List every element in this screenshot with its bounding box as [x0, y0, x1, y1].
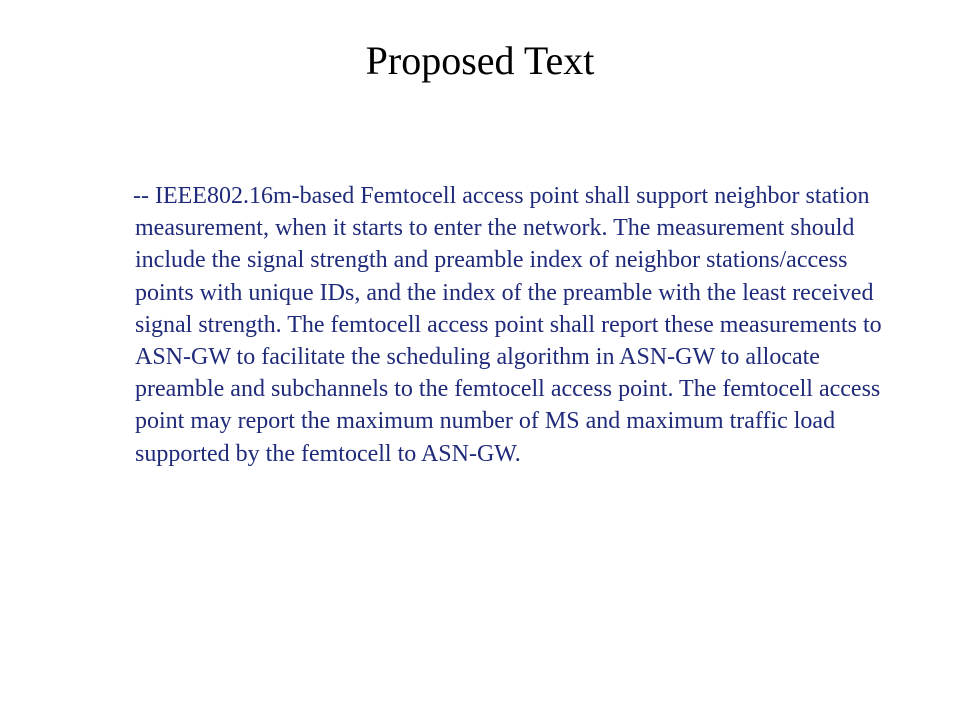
proposed-text-paragraph: -- IEEE802.16m-based Femtocell access point shall support neighbor station measurement, when it starts to enter the network. The measurement should include the signal strength and preamble index of neighbor stations/access points with unique IDs, and the index of the preamble with the least received signal strength. The femtocell access point shall report these measurements to ASN-GW to facilitate the scheduling algorithm in ASN-GW to allocate preamble and subchannels to the femtocell access point. The femtocell access point may report the maximum number of MS and maximum traffic load supported by the femtocell to ASN-GW.: [133, 183, 882, 467]
slide-title: Proposed Text: [365, 38, 595, 83]
